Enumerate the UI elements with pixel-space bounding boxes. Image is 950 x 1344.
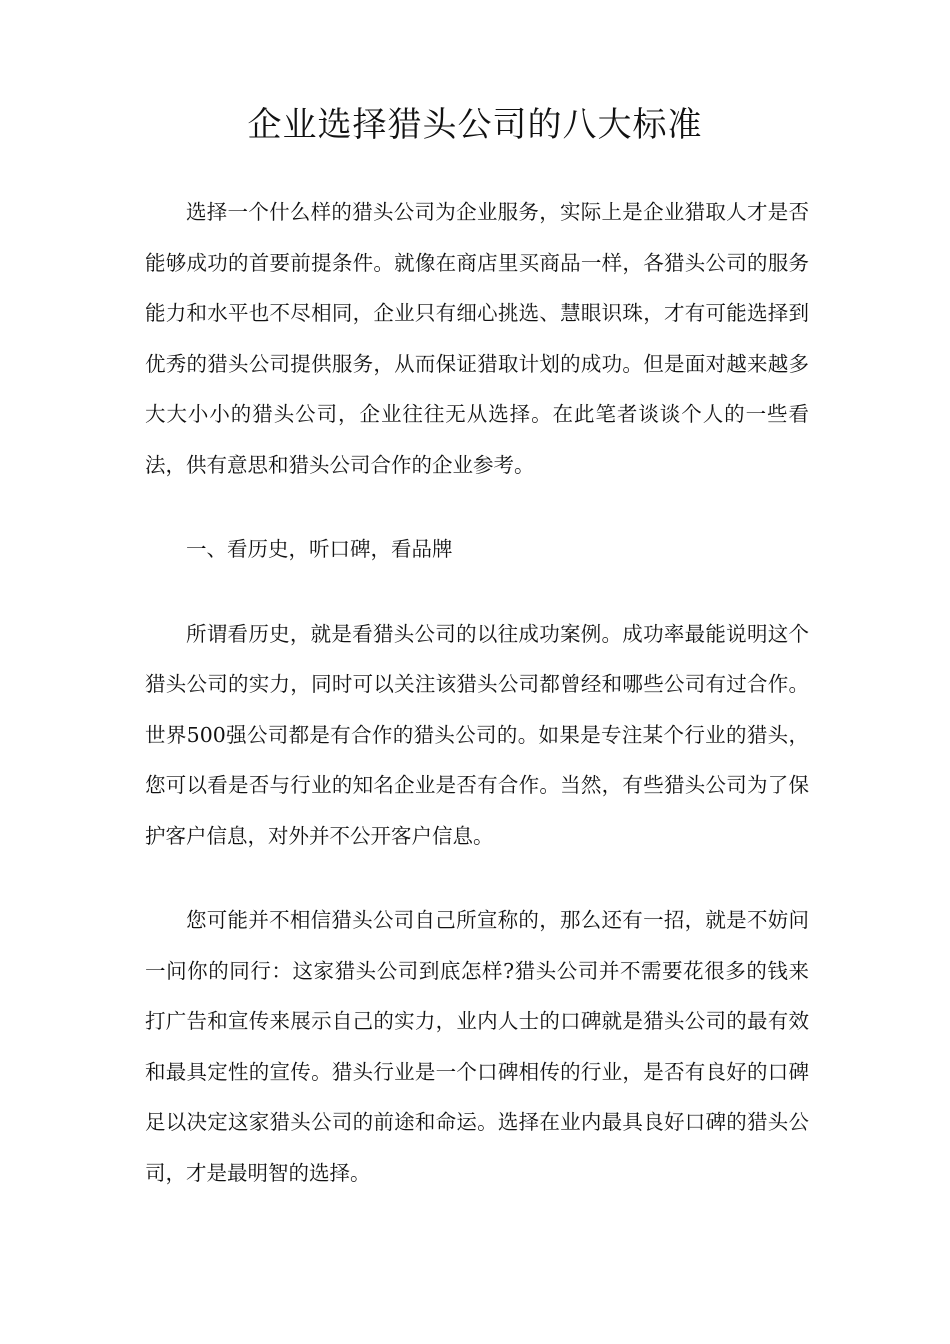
intro-paragraph: 选择一个什么样的猎头公司为企业服务，实际上是企业猎取人才是否能够成功的首要前提条件。就像在商店里买商品一样，各猎头公司的服务能力和水平也不尽相同，企业只有细心挑选、慧眼识珠，才有可能选择到优秀的猎头公司提供服务，从而保证猎取计划的成功。但是面对越来越多大大小小的猎头公司，企业往往无从选择。在此笔者谈谈个人的一些看法，供有意思和猎头公司合作的企业参考。: [145, 200, 809, 477]
document-title: 企业选择猎头公司的八大标准: [247, 105, 703, 145]
history-paragraph: 所谓看历史，就是看猎头公司的以往成功案例。成功率最能说明这个猎头公司的实力，同时可以关注该猎头公司都曾经和哪些公司有过合作。世界500强公司都是有合作的猎头公司的。如果是专注某个行业的猎头，您可以看是否与行业的知名企业是否有合作。当然，有些猎头公司为了保护客户信息，对外并不公开客户信息。: [145, 621, 809, 848]
section-heading: 一、看历史，听口碑，看品牌: [186, 537, 453, 561]
reputation-paragraph: 您可能并不相信猎头公司自己所宣称的，那么还有一招，就是不妨问一问你的同行：这家猎头公司到底怎样?猎头公司并不需要花很多的钱来打广告和宣传来展示自己的实力，业内人士的口碑就是猎头公司的最有效和最具定性的宣传。猎头行业是一个口碑相传的行业，是否有良好的口碑足以决定这家猎头公司的前途和命运。选择在业内最具良好口碑的猎头公司，才是最明智的选择。: [145, 908, 809, 1185]
document-body: [145, 187, 809, 1232]
